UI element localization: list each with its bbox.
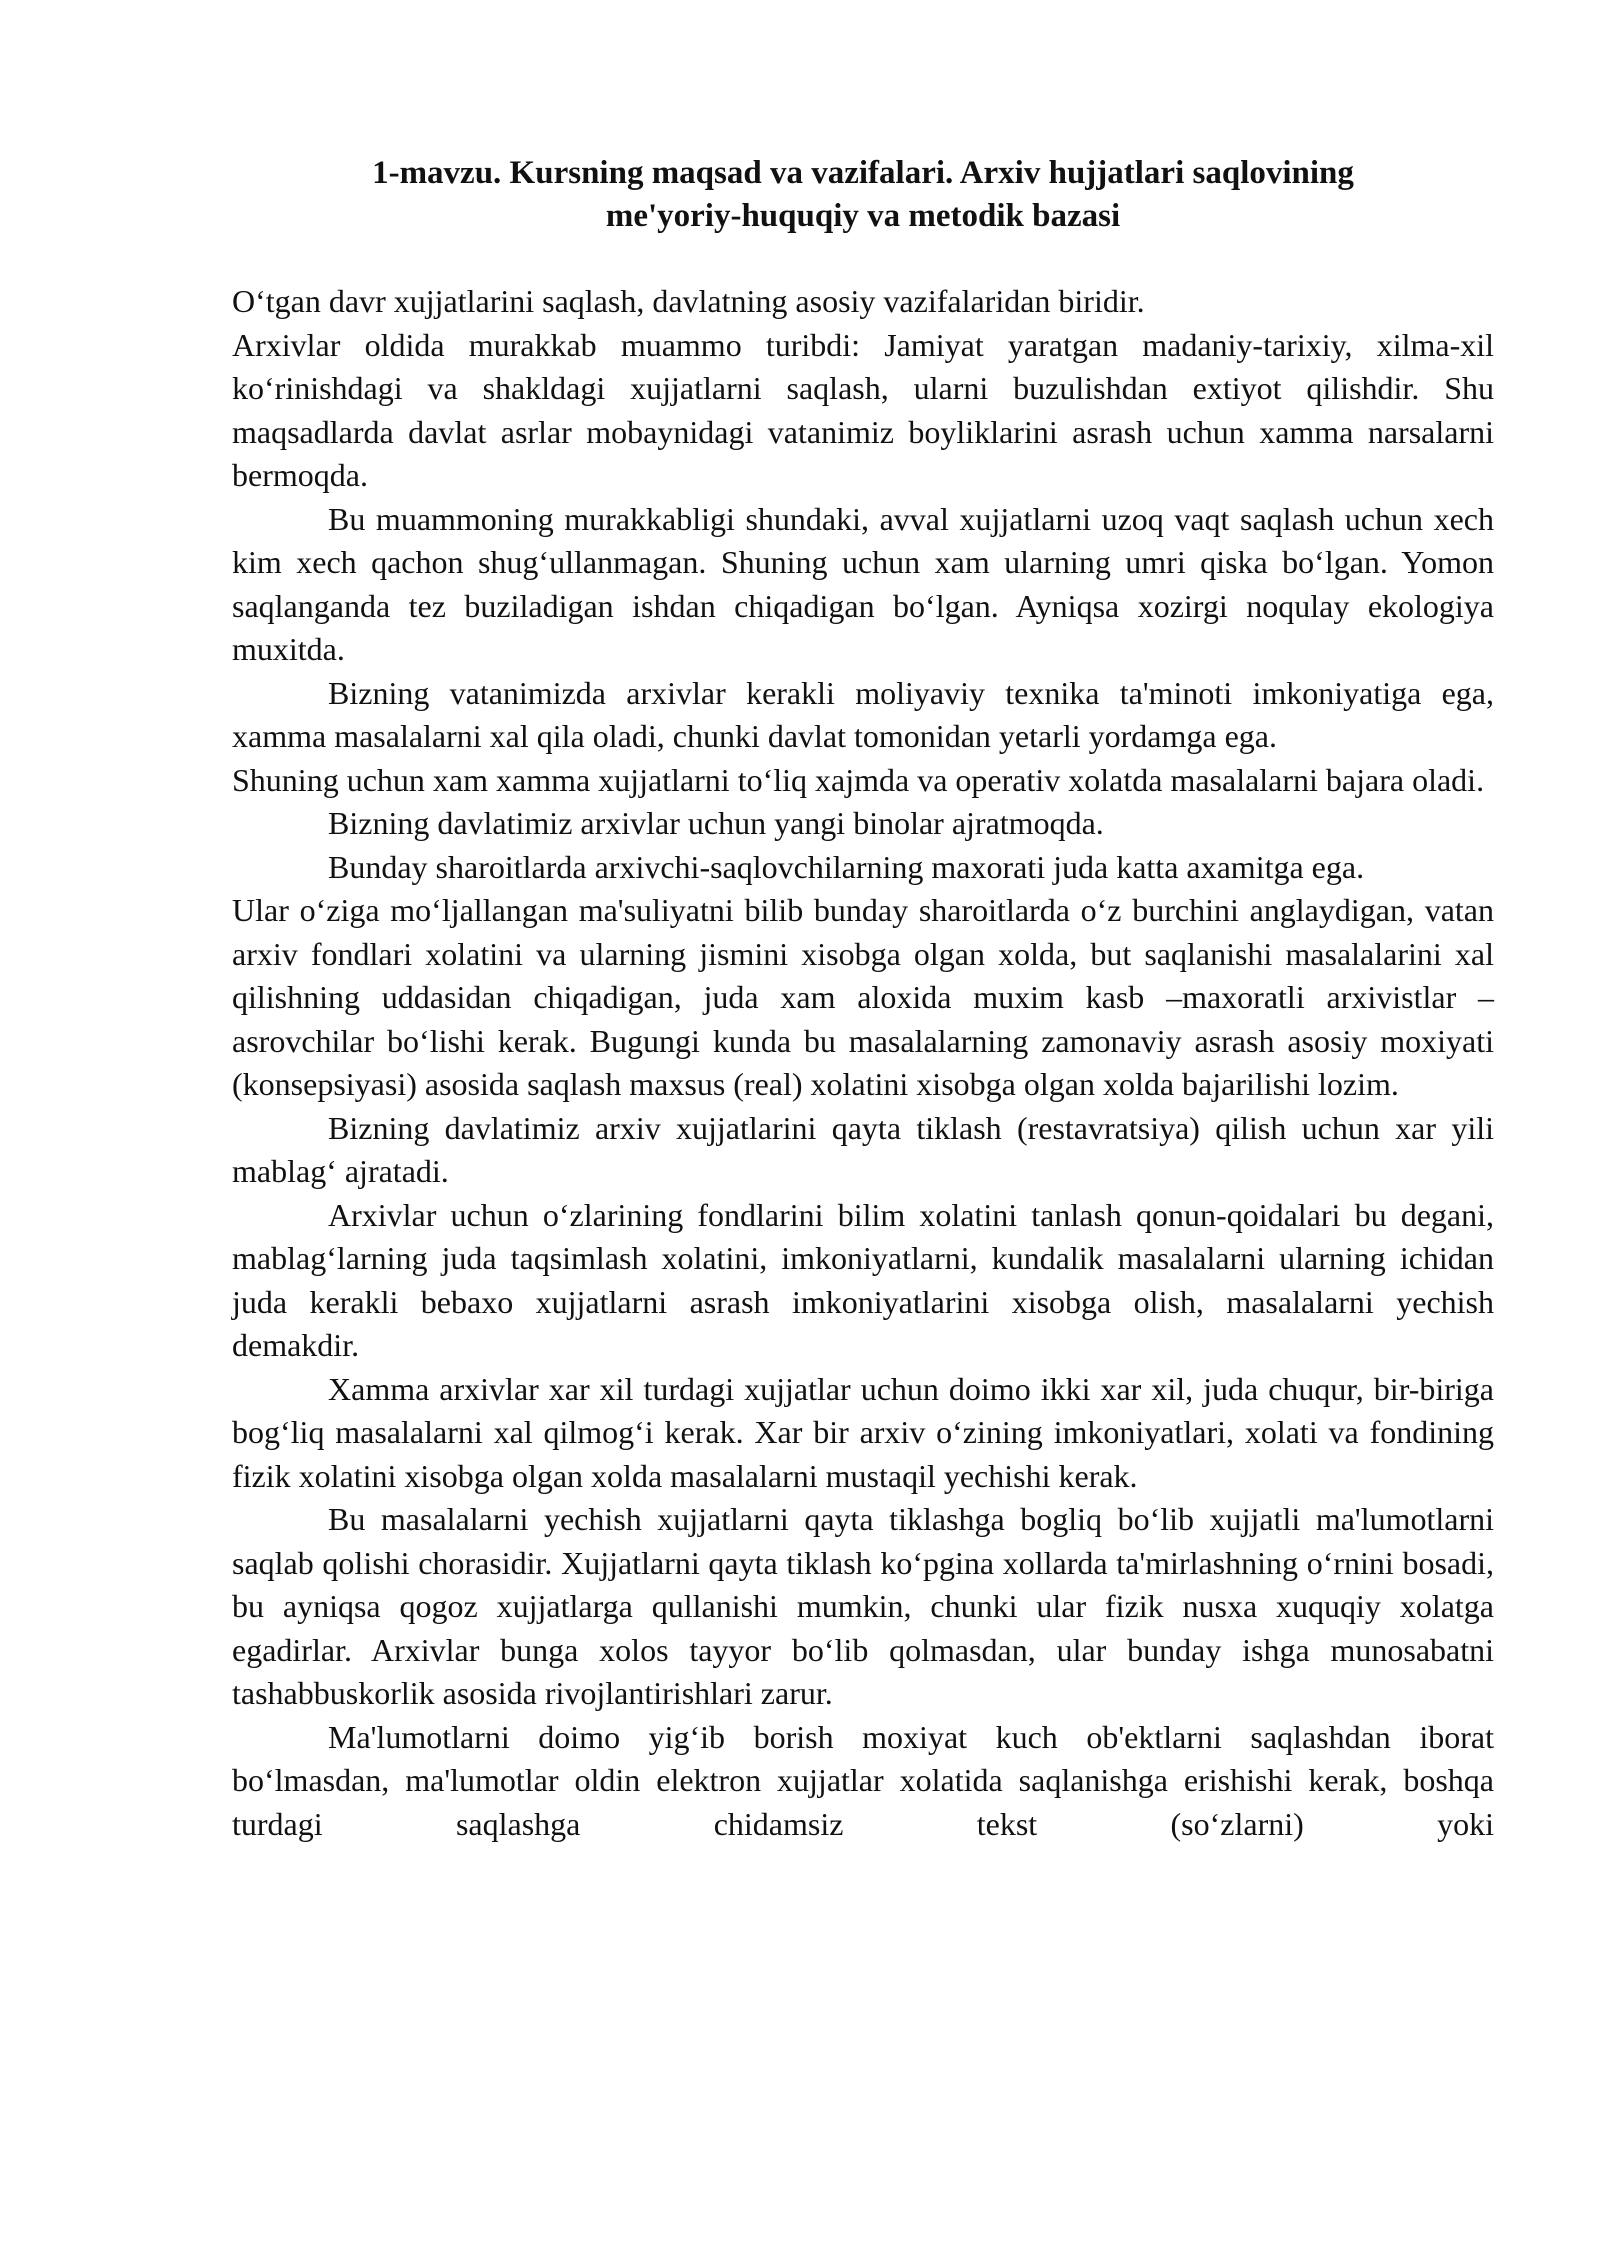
paragraph: O‘tgan davr xujjatlarini saqlash, davlatning asosiy vazifalaridan biridir. [232, 283, 1145, 319]
paragraph: Bu masalalarni yechish xujjatlarni qayta tiklashga bogliq bo‘lib xujjatli ma'lumotlarni saqlab qolishi chorasidir. Xujjatlarni qayta tiklash ko‘pgina xollarda ta'mirlashning o‘rnini bosadi, bu ayniqsa qogoz xujjatlarga qullanishi mumkin, chunki ular fizik nusxa xuquqiy xolatga egadirlar. Arxivlar bunga xolos tayyor bo‘lib qolmasdan, ular bunday ishga munosabatni tashabbuskorlik asosida rivojlantirishlari zarur. [232, 1501, 1494, 1711]
document-body [232, 280, 1494, 1846]
paragraph: Ular o‘ziga mo‘ljallangan ma'suliyatni bilib bunday sharoitlarda o‘z burchini anglaydigan, vatan arxiv fondlari xolatini va ularning jismini xisobga olgan xolda, but saqlanishi masalalarini xal qilishning uddasidan chiqadigan, juda xam aloxida muxim kasb –maxoratli arxivistlar –asrovchilar bo‘lishi kerak. Bugungi kunda bu masalalarning zamonaviy asrash asosiy moxiyati (konsepsiyasi) asosida saqlash maxsus (real) xolatini xisobga olgan xolda bajarilishi lozim. [232, 892, 1494, 1102]
document-title [232, 152, 1494, 238]
paragraph: Bizning vatanimizda arxivlar kerakli moliyaviy texnika ta'minoti imkoniyatiga ega, xamma masalalarni xal qila oladi, chunki davlat tomonidan yetarli yordamga ega. [232, 674, 1494, 754]
paragraph: Bizning davlatimiz arxiv xujjatlarini qayta tiklash (restavratsiya) qilish uchun xar yili mablag‘ ajratadi. [232, 1109, 1494, 1189]
paragraph: Bu muammoning murakkabligi shundaki, avval xujjatlarni uzoq vaqt saqlash uchun xech kim xech qachon shug‘ullanmagan. Shuning uchun xam ularning umri qiska bo‘lgan. Yomon saqlanganda tez buziladigan ishdan chiqadigan bo‘lgan. Ayniqsa xozirgi noqulay ekologiya muxitda. [232, 500, 1494, 667]
paragraph: Arxivlar uchun o‘zlarining fondlarini bilim xolatini tanlash qonun-qoidalari bu degani, mablag‘larning juda taqsimlash xolatini, imkoniyatlarni, kundalik masalalarni ularning ichidan juda kerakli bebaxo xujjatlarni asrash imkoniyatlarini xisobga olish, masalalarni yechish demakdir. [232, 1196, 1494, 1363]
document-page [232, 152, 1494, 1846]
title-line-1: 1-mavzu. Kursning maqsad va vazifalari. Arxiv hujjatlari saqlovining [372, 155, 1354, 191]
paragraph: Bunday sharoitlarda arxivchi-saqlovchilarning maxorati juda katta axamitga ega. [328, 848, 1365, 885]
paragraph: Shuning uchun xam xamma xujjatlarni to‘liq xajmda va operativ xolatda masalalarni bajara oladi. [232, 761, 1485, 798]
title-line-2: me'yoriy-huquqiy va metodik bazasi [605, 198, 1121, 234]
paragraph: Xamma arxivlar xar xil turdagi xujjatlar uchun doimo ikki xar xil, juda chuqur, bir-biriga bog‘liq masalalarni xal qilmog‘i kerak. Xar bir arxiv o‘zining imkoniyatlari, xolati va fondining fizik xolatini xisobga olgan xolda masalalarni mustaqil yechishi kerak. [232, 1370, 1494, 1494]
paragraph: Bizning davlatimiz arxivlar uchun yangi binolar ajratmoqda. [328, 805, 1104, 841]
paragraph: Arxivlar oldida murakkab muammo turibdi: Jamiyat yaratgan madaniy-tarixiy, xilma-xil ko‘rinishdagi va shakldagi xujjatlarni saqlash, ularni buzulishdan extiyot qilishdir. Shu maqsadlarda davlat asrlar mobaynidagi vatanimiz boyliklarini asrash uchun xamma narsalarni bermoqda. [232, 326, 1494, 493]
paragraph: Ma'lumotlarni doimo yig‘ib borish moxiyat kuch ob'ektlarni saqlashdan iborat bo‘lmasdan, ma'lumotlar oldin elektron xujjatlar xolatida saqlanishga erishishi kerak, boshqa turdagi saqlashga chidamsiz tekst (so‘zlarni) yoki [232, 1718, 1494, 1842]
